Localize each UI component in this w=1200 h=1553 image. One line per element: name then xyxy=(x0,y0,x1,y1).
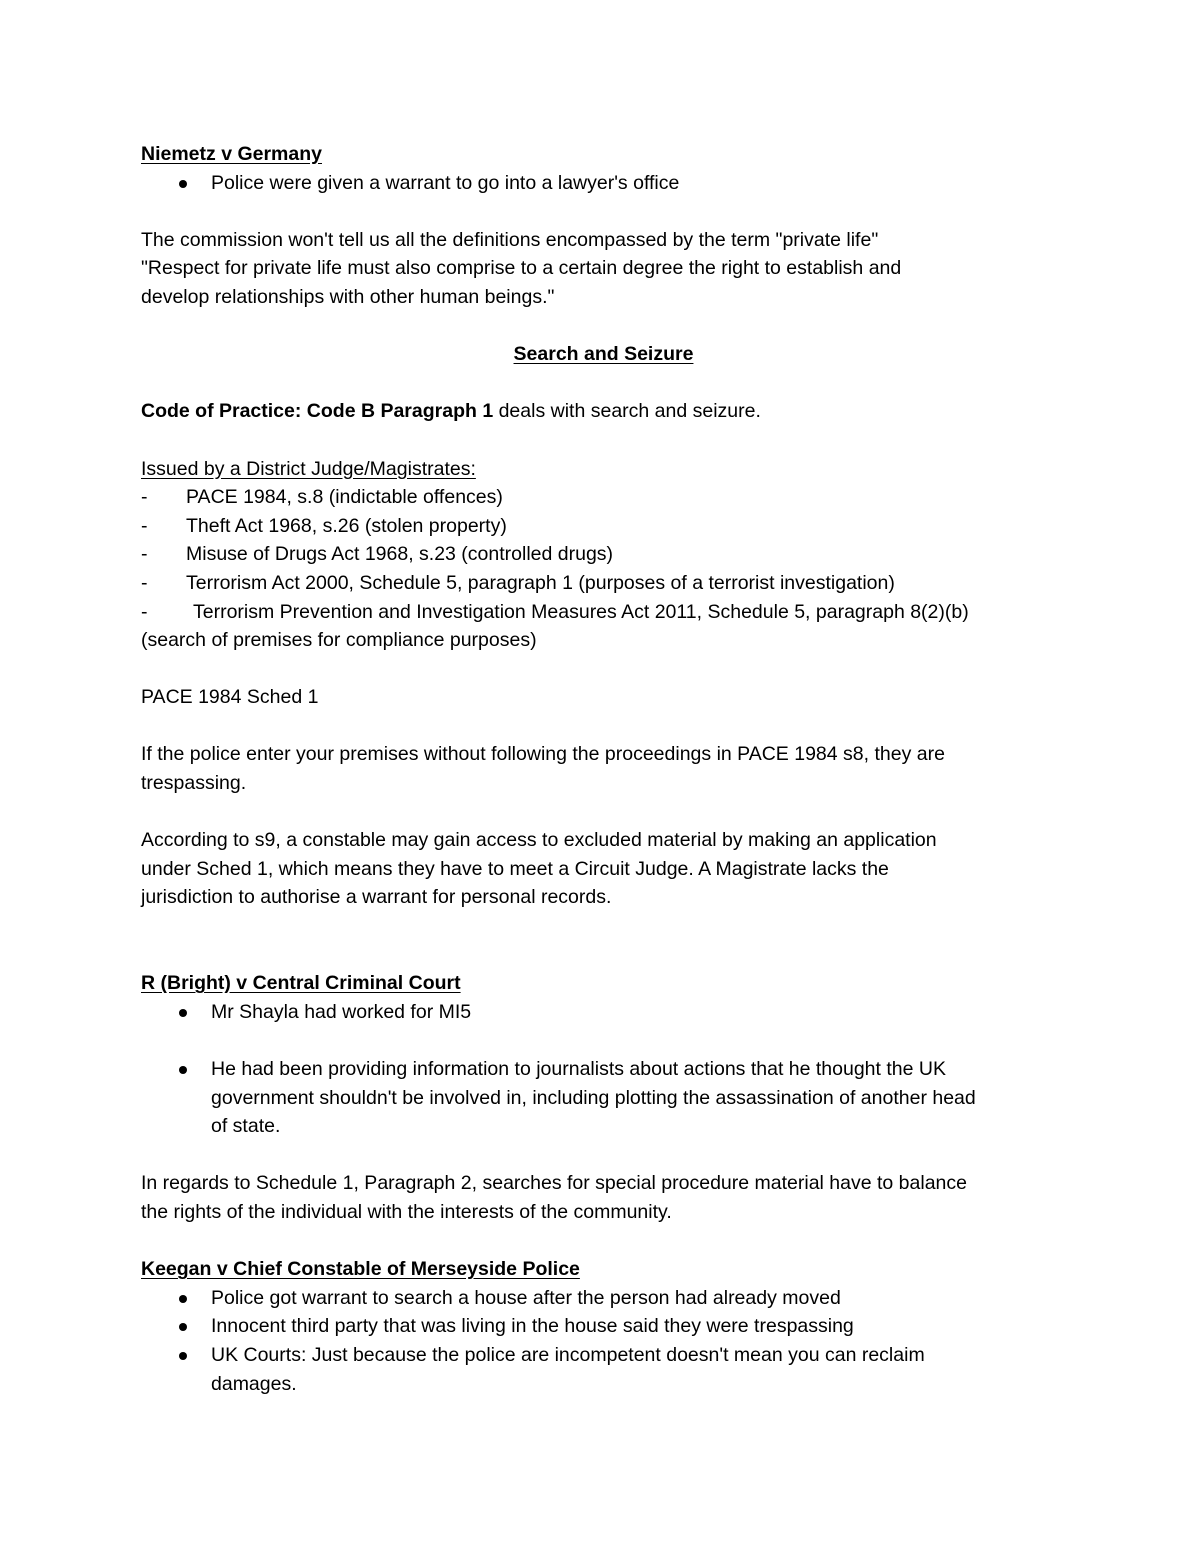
paragraph-line: develop relationships with other human beings." xyxy=(141,285,555,308)
spacer xyxy=(141,312,1066,341)
list-item: He had been providing information to journalists about actions that he thought the UK government shouldn't be involved in, including plotting the assassination of another head of state. xyxy=(141,1055,1066,1141)
case-heading-niemetz: Niemetz v Germany xyxy=(141,143,322,165)
case-heading-keegan: Keegan v Chief Constable of Merseyside Police xyxy=(141,1258,580,1281)
case-heading-bright: R (Bright) v Central Criminal Court xyxy=(141,972,461,995)
bullet-icon xyxy=(179,1323,187,1331)
list-item: - Misuse of Drugs Act 1968, s.23 (controlled drugs) xyxy=(141,540,1066,569)
paragraph-line: In regards to Schedule 1, Paragraph 2, searches for special procedure material have to balance xyxy=(141,1172,967,1195)
spacer xyxy=(141,798,1066,827)
code-of-practice-rest: deals with search and seizure. xyxy=(493,400,761,423)
spacer xyxy=(141,426,1066,455)
paragraph-line: If the police enter your premises without following the proceedings in PACE 1984 s8, they are xyxy=(141,743,945,766)
spacer xyxy=(141,1141,1066,1170)
issued-by-label: Issued by a District Judge/Magistrates: xyxy=(141,457,476,480)
bright-bullet-list xyxy=(141,998,1066,1141)
list-item: Police got warrant to search a house after the person had already moved xyxy=(141,1284,1066,1313)
code-of-practice-bold: Code of Practice: Code B Paragraph 1 xyxy=(141,400,494,423)
spacer xyxy=(141,197,1066,226)
spacer xyxy=(141,941,1066,970)
paragraph-line: According to s9, a constable may gain access to excluded material by making an application xyxy=(141,829,937,852)
niemetz-bullet-list xyxy=(141,169,1066,198)
paragraph-line: the rights of the individual with the interests of the community. xyxy=(141,1200,672,1223)
dash-marker: - xyxy=(141,514,148,537)
list-item: - PACE 1984, s.8 (indictable offences) xyxy=(141,483,1066,512)
code-of-practice-line xyxy=(141,397,1066,426)
paragraph-line: trespassing. xyxy=(141,772,247,795)
bullet-icon xyxy=(179,1066,187,1074)
section-title-search-seizure: Search and Seizure xyxy=(513,343,694,366)
bullet-icon xyxy=(179,1009,187,1017)
bullet-icon xyxy=(179,1295,187,1303)
dash-marker: - xyxy=(141,543,148,566)
list-item: - Terrorism Act 2000, Schedule 5, paragraph 1 (purposes of a terrorist investigation) xyxy=(141,569,1066,598)
list-item: UK Courts: Just because the police are incompetent doesn't mean you can reclaim damages. xyxy=(141,1341,1066,1398)
spacer xyxy=(141,1227,1066,1256)
paragraph-line: jurisdiction to authorise a warrant for personal records. xyxy=(141,886,612,909)
list-item: - Terrorism Prevention and Investigation Measures Act 2011, Schedule 5, paragraph 8(2)(b) xyxy=(141,598,1066,627)
spacer xyxy=(141,369,1066,398)
list-item: Mr Shayla had worked for MI5 xyxy=(141,998,1066,1027)
document-page xyxy=(141,140,1066,1398)
list-item: Innocent third party that was living in the house said they were trespassing xyxy=(141,1312,1066,1341)
spacer xyxy=(141,712,1066,741)
spacer xyxy=(141,1026,1066,1055)
list-continuation: (search of premises for compliance purposes) xyxy=(141,629,537,652)
bullet-icon xyxy=(179,1352,187,1360)
pace-sched-line: PACE 1984 Sched 1 xyxy=(141,686,319,709)
list-item: Police were given a warrant to go into a lawyer's office xyxy=(141,169,1066,198)
paragraph-line: "Respect for private life must also comprise to a certain degree the right to establish and xyxy=(141,257,902,280)
dash-marker: - xyxy=(141,571,148,594)
dash-marker: - xyxy=(141,486,148,509)
bullet-icon xyxy=(179,180,187,188)
keegan-bullet-list xyxy=(141,1284,1066,1398)
dash-marker: - xyxy=(141,600,148,623)
paragraph-line: The commission won't tell us all the definitions encompassed by the term "private life" xyxy=(141,228,879,251)
list-item: - Theft Act 1968, s.26 (stolen property) xyxy=(141,512,1066,541)
spacer xyxy=(141,912,1066,941)
paragraph-line: under Sched 1, which means they have to meet a Circuit Judge. A Magistrate lacks the xyxy=(141,857,889,880)
spacer xyxy=(141,655,1066,684)
